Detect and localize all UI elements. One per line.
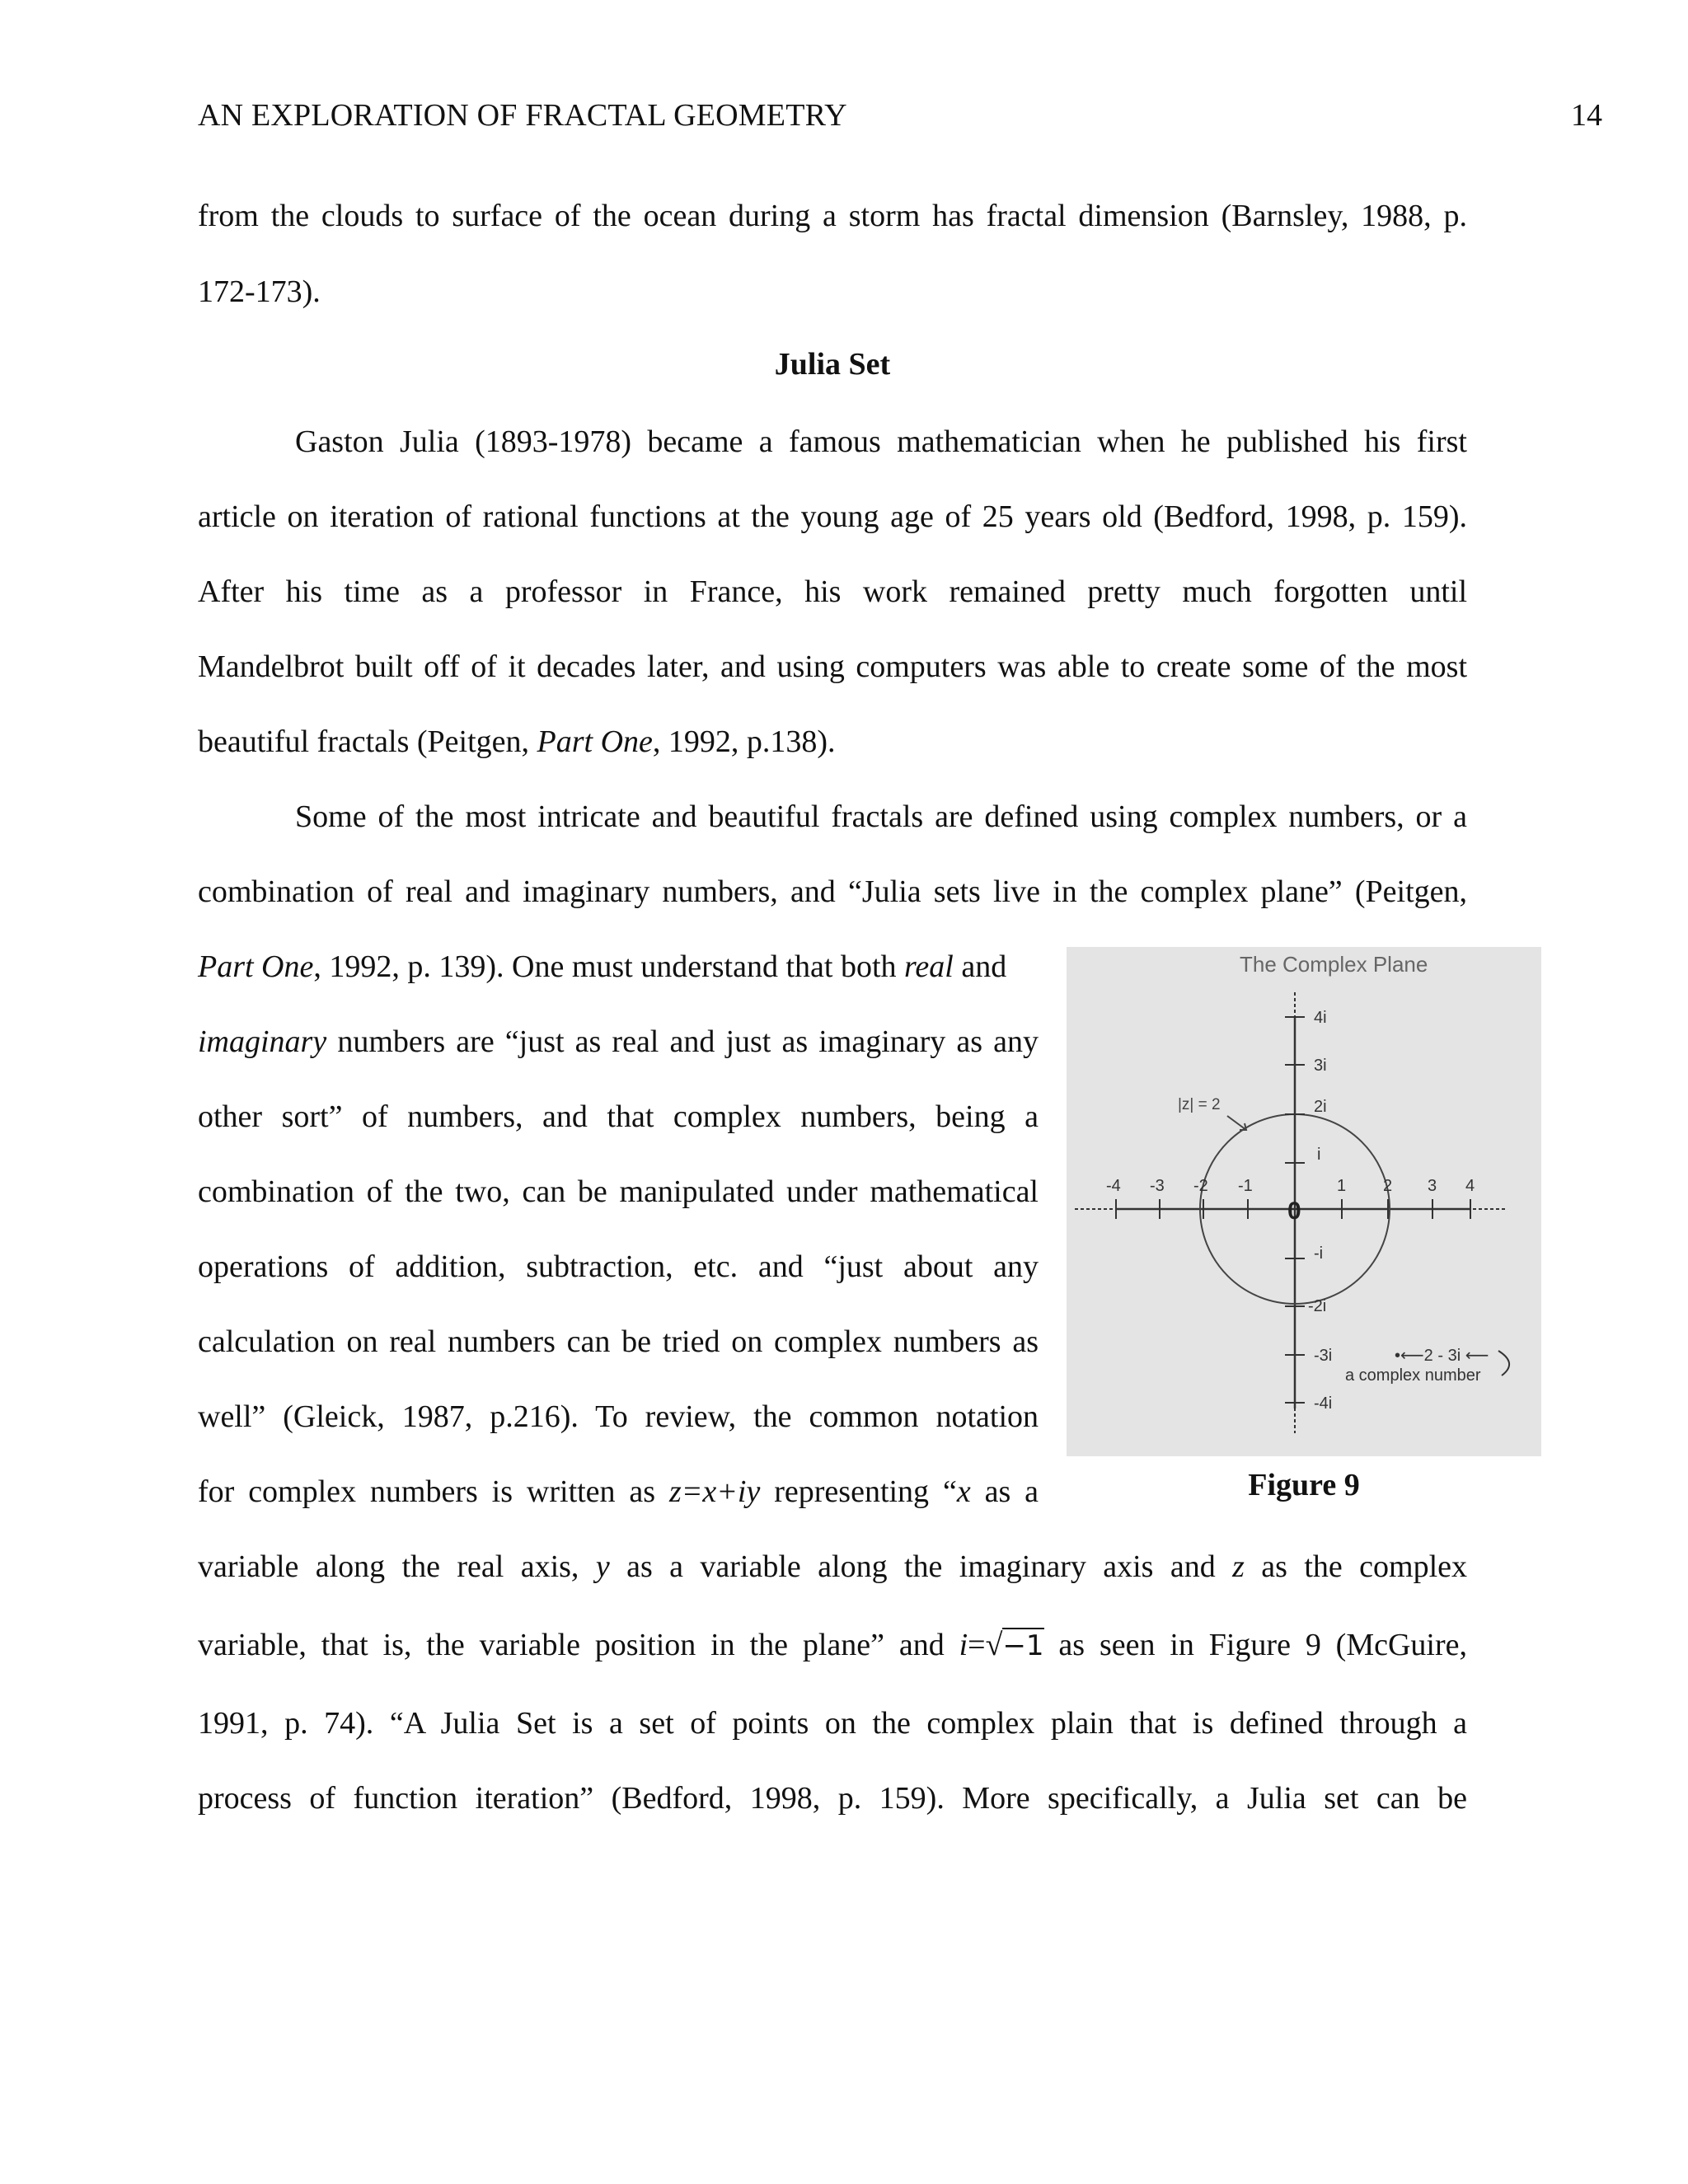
paragraph-line: well” (Gleick, 1987, p.216). To review, the common notation <box>198 1399 1039 1434</box>
text-span: , 1992, p. 139). One must understand that both <box>313 949 905 984</box>
text-span: numbers are “just as real and just as imaginary as any <box>326 1024 1039 1059</box>
italic-math: y <box>595 1549 610 1584</box>
paragraph-line: Some of the most intricate and beautiful fractals are defined using complex numbers, or a <box>295 799 1467 834</box>
tick-label: 4i <box>1314 1009 1327 1027</box>
tick-label: -3 <box>1150 1177 1165 1195</box>
running-head: AN EXPLORATION OF FRACTAL GEOMETRY <box>198 98 847 133</box>
paragraph-line: Gaston Julia (1893-1978) became a famous mathematician when he published his first <box>295 424 1467 459</box>
text-span: beautiful fractals (Peitgen, <box>198 724 537 759</box>
point-callout-curve <box>1498 1351 1509 1376</box>
tick-label: 3i <box>1314 1057 1327 1075</box>
text-span: as seen in Figure 9 (McGuire, <box>1043 1628 1468 1662</box>
tick-label: -2i <box>1308 1297 1327 1315</box>
section-heading: Julia Set <box>774 347 891 382</box>
imaginary-tick-labels <box>1308 1009 1332 1413</box>
text-span: representing “ <box>760 1474 957 1509</box>
italic-title: Part One <box>198 949 314 984</box>
paragraph-line: 1991, p. 74). “A Julia Set is a set of points on the complex plain that is defined through a <box>198 1706 1467 1741</box>
tick-label: -3i <box>1314 1347 1333 1365</box>
paragraph-line: other sort” of numbers, and that complex numbers, being a <box>198 1099 1039 1134</box>
paragraph-line: calculation on real numbers can be tried on complex numbers as <box>198 1324 1039 1359</box>
italic-math: i <box>959 1628 968 1662</box>
text-span: variable, that is, the variable position in the plane” and <box>198 1628 959 1662</box>
paragraph-line <box>198 1625 1467 1666</box>
text-span: as the complex <box>1244 1549 1467 1584</box>
paragraph-line: operations of addition, subtraction, etc. and “just about any <box>198 1249 1039 1284</box>
text-span: variable along the real axis, <box>198 1549 596 1584</box>
tick-label: 2i <box>1314 1098 1327 1116</box>
text-span: = <box>968 1628 986 1662</box>
italic-title: Part One <box>537 724 653 759</box>
square-root-expression: √−1 <box>985 1628 1044 1662</box>
radicand: −1 <box>1002 1629 1044 1662</box>
paragraph-line: combination of the two, can be manipulated under mathematical <box>198 1174 1039 1209</box>
paragraph-line: Mandelbrot built off of it decades later, and using computers was able to create some of the most <box>198 649 1467 684</box>
complex-plane-diagram <box>1067 947 1541 1456</box>
figure-caption: Figure 9 <box>1248 1468 1360 1502</box>
text-span: and <box>953 949 1007 984</box>
text-span: for complex numbers is written as <box>198 1474 669 1509</box>
tick-label: -i <box>1314 1244 1324 1263</box>
paragraph-line: 172-173). <box>198 274 321 309</box>
tick-label: i <box>1317 1146 1321 1164</box>
paragraph-line <box>198 1472 1039 1511</box>
paragraph-line: combination of real and imaginary numbers, and “Julia sets live in the complex plane” (Peitgen, <box>198 874 1467 909</box>
point-label: •⟵2 - 3i ⟵ <box>1395 1347 1489 1365</box>
radius-arrow <box>1227 1116 1246 1130</box>
paragraph-line: process of function iteration” (Bedford, 1998, p. 159). More specifically, a Julia set can be <box>198 1781 1467 1816</box>
tick-label: 4 <box>1465 1177 1475 1195</box>
paragraph-line <box>198 1547 1467 1586</box>
real-tick-labels <box>1106 1177 1475 1195</box>
tick-label: 2 <box>1383 1177 1393 1195</box>
complex-plane-figure <box>1067 947 1541 1456</box>
italic-word: imaginary <box>198 1024 327 1059</box>
tick-label: -4i <box>1314 1394 1333 1413</box>
tick-label: -2 <box>1193 1177 1208 1195</box>
text-span: as a <box>970 1474 1039 1509</box>
paragraph-line <box>198 1022 1039 1062</box>
radius-label: |z| = 2 <box>1178 1096 1221 1113</box>
tick-label: -4 <box>1106 1177 1121 1195</box>
tick-label: 3 <box>1428 1177 1437 1195</box>
italic-word: real <box>904 949 954 984</box>
paragraph-line <box>198 722 1467 762</box>
italic-math: z <box>1232 1549 1245 1584</box>
paragraph-line: from the clouds to surface of the ocean during a storm has fractal dimension (Barnsley, 1988, p. <box>198 199 1467 233</box>
text-span: , 1992, p.138). <box>652 724 836 759</box>
italic-math: z=x+iy <box>668 1474 761 1509</box>
page-number: 14 <box>1571 98 1602 133</box>
tick-label: -1 <box>1238 1177 1253 1195</box>
origin-label: 0 <box>1287 1197 1301 1225</box>
point-caption: a complex number <box>1345 1366 1481 1385</box>
tick-label: 1 <box>1337 1177 1347 1195</box>
text-span: as a variable along the imaginary axis and <box>609 1549 1233 1584</box>
paragraph-line: article on iteration of rational functions at the young age of 25 years old (Bedford, 1998, p. 159). <box>198 499 1467 534</box>
italic-math: x <box>956 1474 971 1509</box>
paragraph-line <box>198 947 1039 987</box>
paragraph-line: After his time as a professor in France, his work remained pretty much forgotten until <box>198 574 1467 609</box>
figure-title: The Complex Plane <box>1240 952 1428 977</box>
